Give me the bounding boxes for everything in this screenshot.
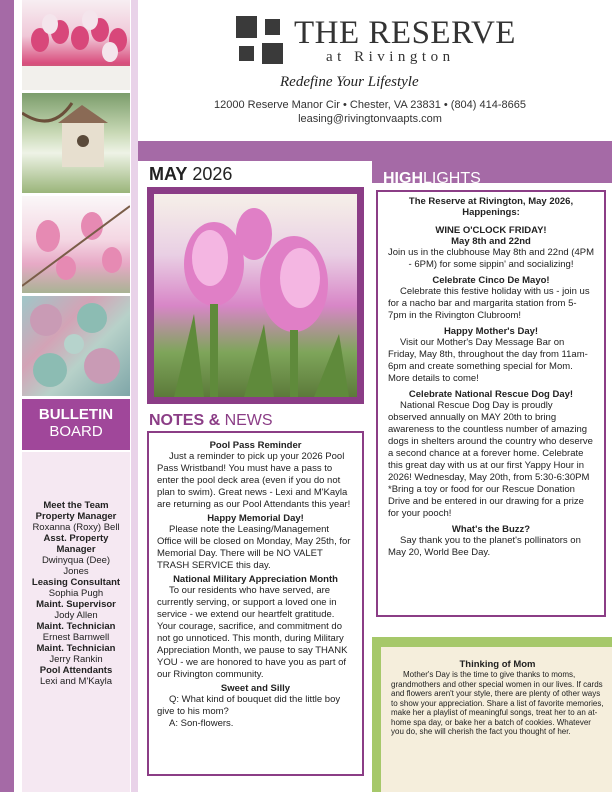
notes-news-heading: NOTES & NEWS (149, 412, 273, 429)
section-band (138, 141, 612, 161)
staff-role: Asst. Property Manager (43, 533, 109, 555)
highlights-item-title: Celebrate National Rescue Dog Day! (408, 389, 574, 400)
left-accent-stripe (0, 0, 14, 792)
email-link[interactable]: leasing@rivingtonvaapts.com (298, 113, 442, 125)
staff-role: Maint. Technician (36, 643, 116, 654)
highlights-item-body: Visit our Mother's Day Message Bar on Friday, May 8th, throughout the day from 11am-6pm and create something special for Mom. More details to come! (388, 337, 588, 384)
staff-name: Dwinyqua (Dee) Jones (41, 555, 111, 577)
logo-icon (236, 16, 283, 64)
bulletin-panel (22, 452, 130, 792)
staff-name: Sophia Pugh (48, 588, 104, 599)
highlights-item-body: Celebrate this festive holiday with us - join us for a nacho bar and margarita station from 5-7pm in the Rivington Clubroom! (388, 286, 590, 321)
magnolia-photo (22, 196, 130, 293)
magnolia-illustration (22, 196, 130, 293)
notes-item-title: Pool Pass Reminder (209, 440, 302, 451)
staff-role: Maint. Supervisor (36, 599, 116, 610)
notes-item-body: Just a reminder to pick up your 2026 Pool Pass Wristband! You must have a pass to enter the pool deck area (even if you do not plan to swim). Great news - Lexi and M'Kayla are returning as our Pool Attendants this year! (157, 451, 351, 510)
highlights-content (388, 196, 594, 559)
highlights-heading: HIGHLIGHTS (383, 170, 481, 187)
thinking-content (391, 659, 604, 737)
thinking-body: Mother's Day is the time to give thanks to moms, grandmothers and other special women in our lives. If cards and flowers aren't your style, there are plenty of other ways to show your appreciation. Share a list of favorite memories, make her a playlist of meaningful songs, treat her to an at-home spa day, or bake her a batch of cookies. Whatever you do, she will cherish the fact you thought of her. (391, 670, 604, 736)
birdhouse-photo (22, 93, 130, 193)
hyacinth-illustration (154, 194, 357, 397)
team-heading: Meet the Team (43, 500, 109, 511)
highlights-item-title: What's the Buzz? (451, 524, 531, 535)
birdhouse-illustration (22, 93, 130, 193)
month-heading: MAY 2026 (149, 164, 233, 184)
hyacinth-photo (154, 194, 357, 397)
notes-item-title: National Military Appreciation Month (173, 574, 338, 585)
tulips-photo (22, 0, 130, 90)
succulents-illustration (22, 296, 130, 396)
joke-question: Q: What kind of bouquet did the little boy give to his mom? (157, 694, 341, 717)
staff-name: Lexi and M'Kayla (39, 676, 113, 687)
notes-content (157, 440, 354, 730)
staff-name: Jerry Rankin (49, 654, 103, 665)
bulletin-title: BULLETIN (38, 406, 114, 423)
joke-answer: A: Son-flowers. (169, 718, 234, 729)
tulips-illustration (22, 0, 130, 90)
highlights-item-body: National Rescue Dog Day is proudly observed annually on MAY 20th to bring awareness to the countless number of amazing dogs in shelters around the country who deserve a second chance at a forever home. Celebrate this great day with us at our first Yappy Hour in 2026! Wednesday, May 20th, from 5:30-6:30PM *Bring a toy or food for our Rescue Donation Drive and be entered in our drawing for a prize for your pooch! (388, 400, 593, 519)
notes-item-title: Happy Memorial Day! (207, 513, 304, 524)
highlights-item-subtitle: May 8th and 22nd (451, 236, 531, 247)
staff-role: Property Manager (35, 511, 117, 522)
staff-name: Roxanna (Roxy) Bell (32, 522, 120, 533)
highlights-panel (376, 190, 606, 617)
staff-role: Leasing Consultant (31, 577, 121, 588)
notes-item-body: To our residents who have served, are currently serving, or support a loved one in service - we extend our heartfelt gratitude. Your courage, sacrifice, and commitment do not go unnoticed. This month, during Military Appreciation Month, we pause to say THANK YOU - we are honored to have you as part of our Rivington community. (157, 585, 348, 680)
thinking-of-mom-panel (381, 647, 612, 792)
highlights-intro: The Reserve at Rivington, May 2026, Happenings: (408, 196, 574, 218)
thinking-title: Thinking of Mom (459, 659, 536, 670)
bulletin-subtitle: BOARD (49, 423, 103, 440)
notes-item-title: Sweet and Silly (220, 683, 291, 694)
brand-name: THE RESERVE (294, 15, 516, 51)
staff-name: Ernest Barnwell (42, 632, 110, 643)
notes-item-body: Please note the Leasing/Management Office will be closed on Monday, May 25th, for Memorial Day. There will be NO VALET TRASH SERVICE this day. (157, 524, 351, 571)
staff-role: Maint. Technician (36, 621, 116, 632)
highlights-item-body: Say thank you to the planet's pollinators on May 20, World Bee Day. (388, 535, 581, 558)
notes-news-panel (147, 431, 364, 776)
left-divider-bar (131, 0, 138, 792)
address-line: 12000 Reserve Manor Cir • Chester, VA 23831 • (804) 414-8665 (213, 99, 526, 111)
bulletin-board-header (22, 399, 130, 450)
staff-name: Jody Allen (54, 610, 98, 621)
highlights-item-title: WINE O'CLOCK FRIDAY! (435, 225, 547, 236)
brand-subtitle: at Rivington (326, 49, 455, 65)
tagline: Redefine Your Lifestyle (280, 74, 419, 90)
highlights-item-title: Happy Mother's Day! (443, 326, 539, 337)
highlights-item-title: Celebrate Cinco De Mayo! (432, 275, 550, 286)
staff-role: Pool Attendants (39, 665, 113, 676)
succulents-photo (22, 296, 130, 396)
highlights-item-body: Join us in the clubhouse May 8th and 22nd (4PM - 6PM) for some sippin' and socializing! (388, 247, 594, 270)
